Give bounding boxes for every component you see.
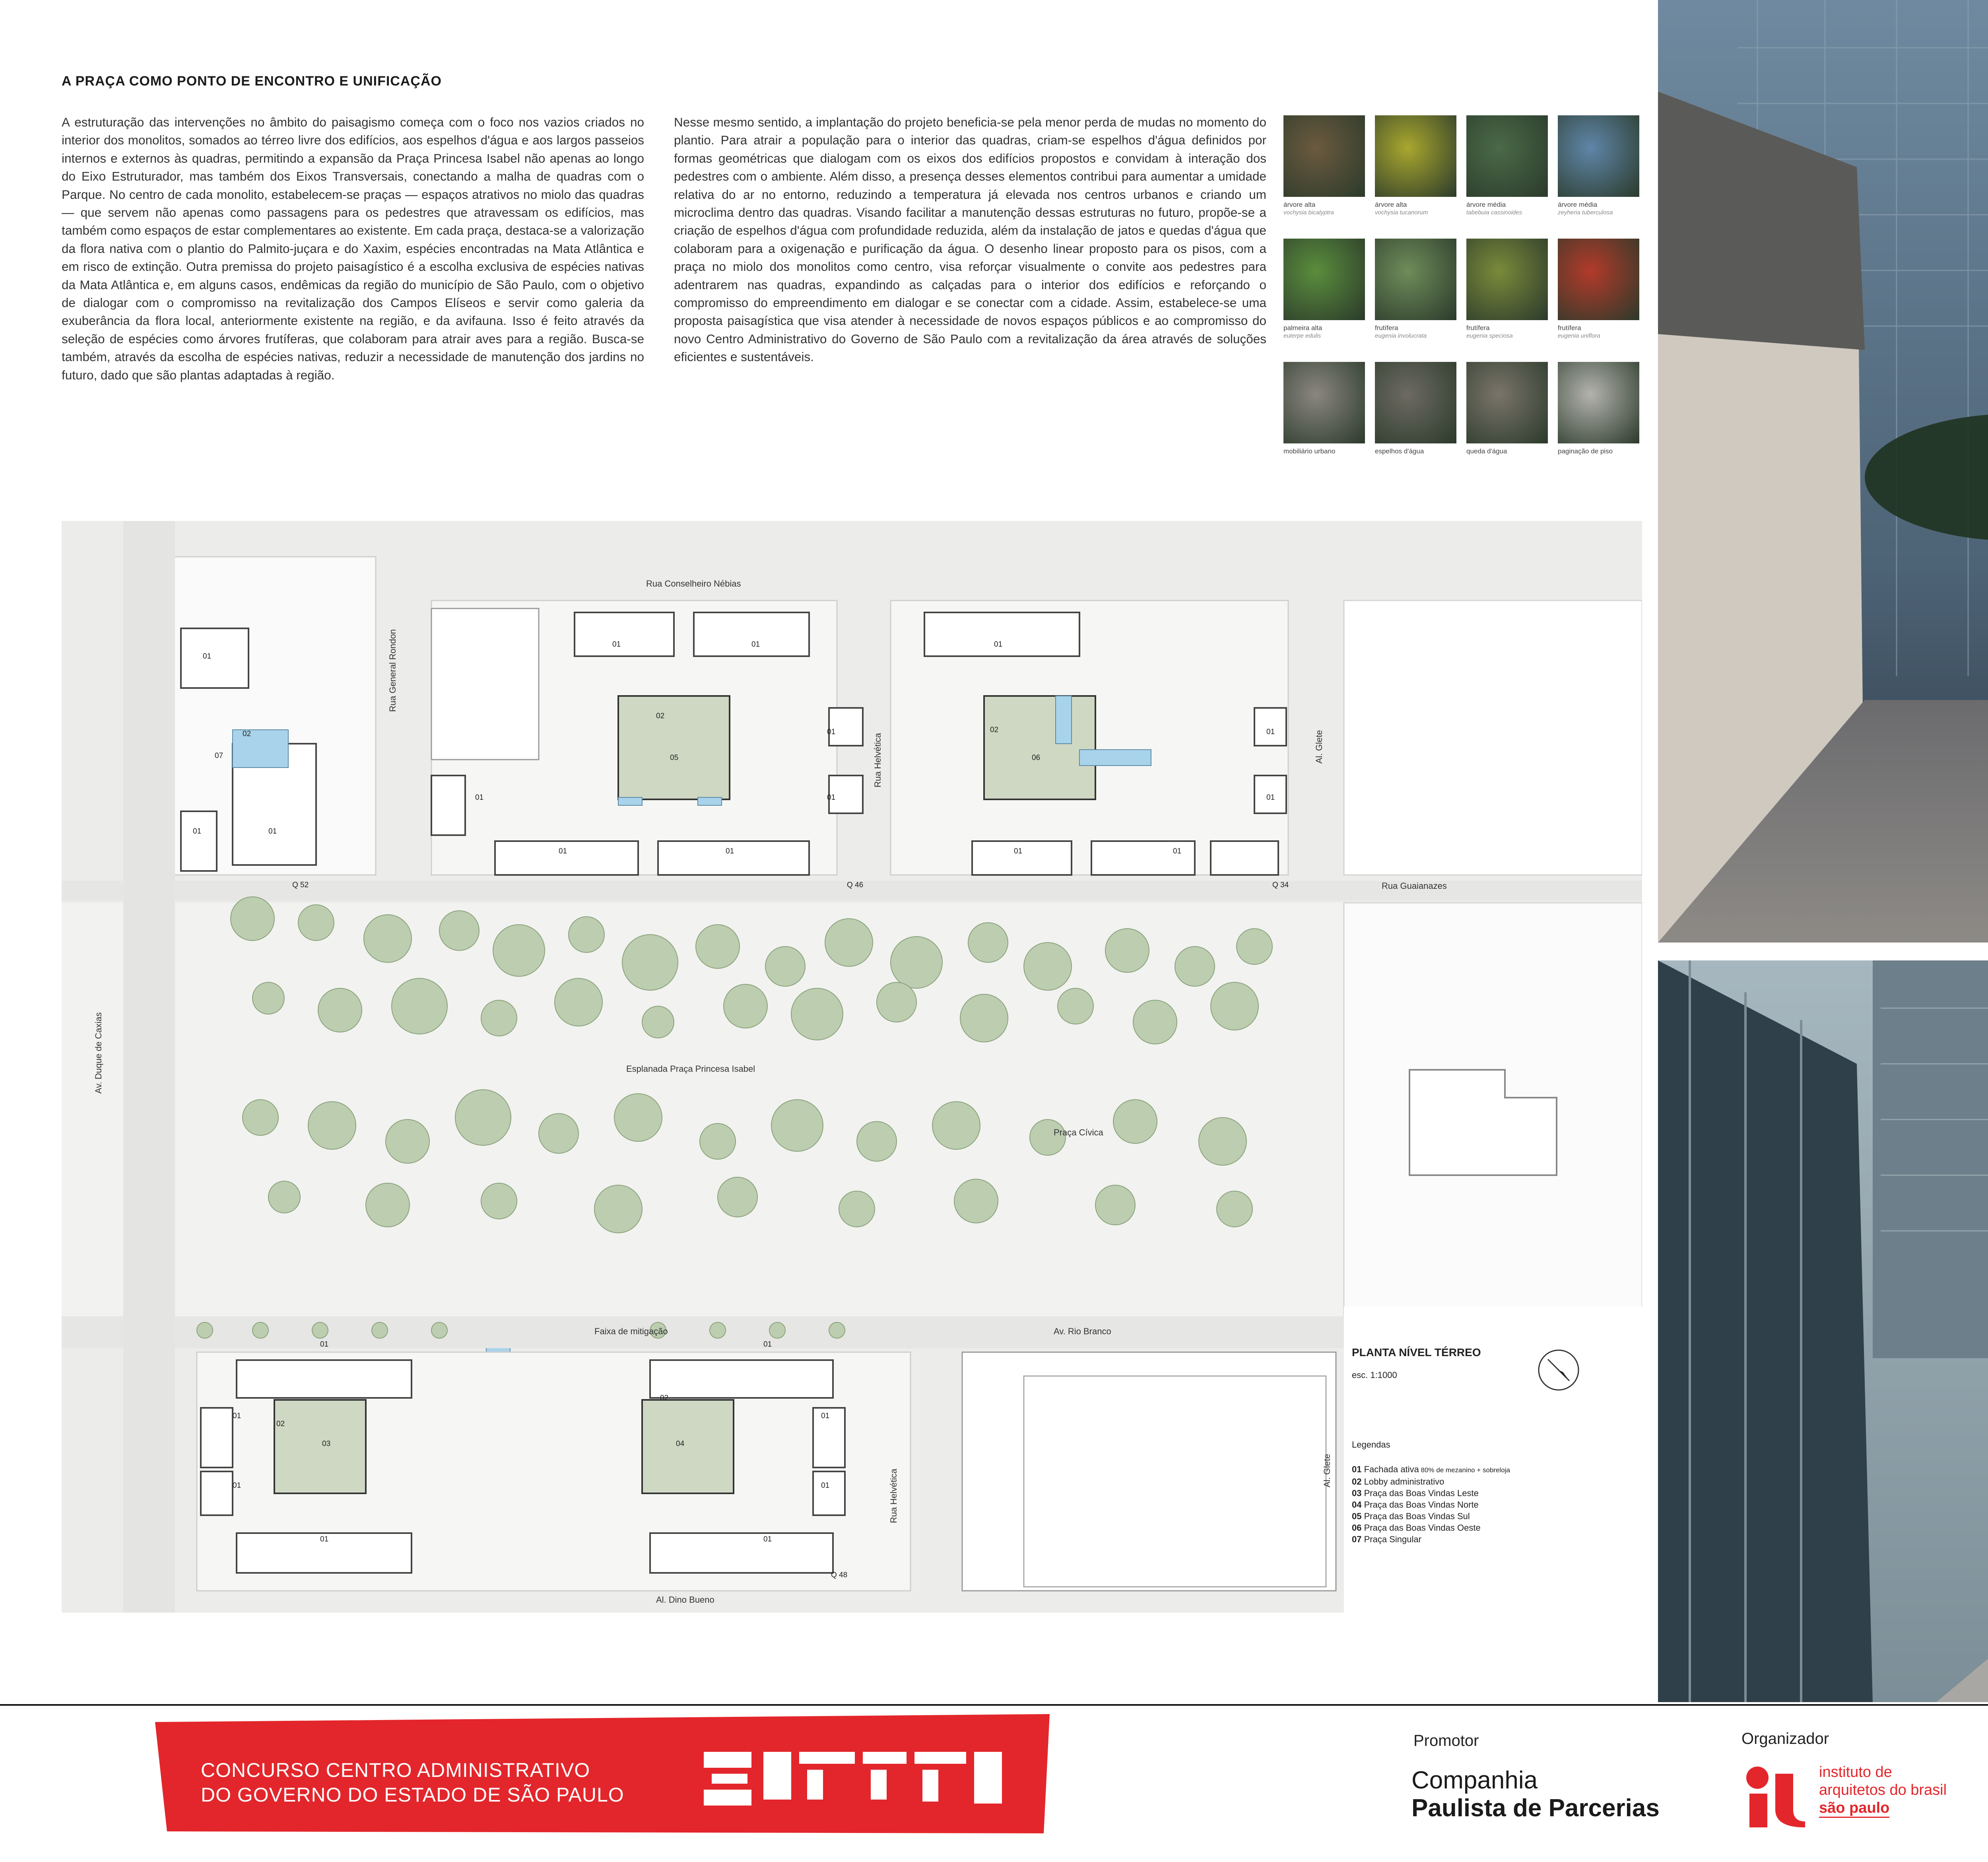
quadra-label: Q 34	[1272, 881, 1289, 889]
plan-code-01: 01	[233, 1481, 241, 1490]
plan-legend	[1344, 1306, 1642, 1613]
tree-canopy	[954, 1179, 998, 1223]
street-label-helvetica-bottom: Rua Helvética	[889, 1469, 899, 1523]
tree-canopy	[614, 1094, 662, 1141]
plan-code-01: 01	[726, 847, 734, 855]
tree-canopy	[769, 1322, 785, 1338]
quadra-label: Q 52	[292, 881, 309, 889]
plan-code-01: 01	[994, 640, 1003, 649]
plan-code-01: 01	[751, 640, 760, 649]
legend-item: 02 Lobby administrativo	[1352, 1477, 1444, 1487]
tree-canopy	[252, 1322, 268, 1338]
quadra-label: Q 48	[831, 1571, 848, 1579]
legend-list	[1352, 1464, 1638, 1545]
tree-canopy	[1105, 929, 1149, 972]
species-label: árvore alta vochysia bicalyptra	[1283, 201, 1365, 217]
species-label: espelhos d'água	[1375, 447, 1424, 455]
plan-code-05: 05	[670, 754, 679, 762]
tree-canopy	[1024, 943, 1072, 990]
tree-canopy	[765, 947, 805, 986]
tree-canopy	[372, 1322, 388, 1338]
species-grid	[1283, 115, 1641, 473]
render-photo-alameda	[1658, 960, 1988, 1702]
tree-canopy	[268, 1181, 300, 1213]
promotor-label: Promotor	[1413, 1732, 1479, 1749]
species-thumbnail	[1375, 362, 1456, 443]
body-paragraph-2: Nesse mesmo sentido, a implantação do projeto beneficia-se pela menor perda de mudas no momento do plantio. Para atrair a população para o interior das quadras, criam-se espelhos d'água definidos por formas geométricas que dialogam com os eixos dos edifícios propostos e convidam à interação dos pedestres com o ambiente. Além disso, a presença desses elementos contribui para aumentar a umidade relativa do ar no entorno, reduzindo a temperatura já elevada nos centros urbanos e criando um microclima dentro das quadras. Visando facilitar a manutenção dessas estruturas no futuro, propõe-se a criação de espelhos d'água com profundidade reduzida, além da instalação de jatos e quedas d'água que colaboram para a oxigenação e purificação da água. O desenho linear proposto para os pisos, com a praça no miolo dos monolitos como centro, visa reforçar visualmente o convite aos pedestres para adentrarem nas quadras, expandindo as calçadas para o interior dos edifícios e reforçando o compromisso do empreendimento em dialogar e se conectar com a cidade. Assim, estabelece-se uma proposta paisagística que visa atender à necessidade de novos espaços públicos e ao compromisso do novo Centro Administrativo do Governo de São Paulo com a revitalização da área através de soluções eficientes e sustentáveis.	[674, 115, 1266, 364]
plan-code-01: 01	[1266, 728, 1275, 736]
plan-code-01: 01	[827, 793, 836, 802]
tree-canopy	[1113, 1100, 1157, 1143]
tree-canopy	[555, 978, 602, 1026]
tree-canopy	[392, 978, 447, 1034]
tree-canopy	[771, 1100, 823, 1151]
species-thumbnail	[1466, 362, 1548, 443]
tree-canopy	[1211, 982, 1258, 1030]
species-label: frutífera eugenia uniflora	[1558, 324, 1639, 340]
tree-canopy	[1095, 1185, 1135, 1225]
legend-item: 01 Fachada ativa 80% de mezanino + sobreloja	[1352, 1464, 1510, 1474]
tree-canopy	[700, 1123, 736, 1159]
plan-code-02: 02	[990, 726, 999, 734]
street-label-civica: Praça Cívica	[1054, 1127, 1103, 1137]
species-label: árvore média zeyheria tuberculosa	[1558, 201, 1639, 217]
legend-scale: esc. 1:1000	[1352, 1370, 1397, 1380]
tree-canopy	[386, 1120, 429, 1163]
street-label-top: Rua Conselheiro Nébias	[646, 579, 741, 589]
species-thumbnail	[1466, 239, 1548, 320]
plan-code-02: 02	[276, 1420, 285, 1428]
tree-canopy	[539, 1114, 579, 1153]
tree-canopy	[724, 984, 767, 1028]
tree-canopy	[791, 988, 843, 1040]
tree-canopy	[318, 988, 362, 1032]
plan-code-03: 03	[322, 1440, 331, 1448]
species-thumbnail	[1558, 362, 1639, 443]
body-paragraph-1: A estruturação das intervenções no âmbito do paisagismo começa com o foco nos vazios criados no interior dos monolitos, somados ao térreo livre dos edifícios, aos espelhos d'água e aos largos passeios internos e externos às quadras, permitindo a expansão da Praça Princesa Isabel não apenas ao longo do Eixo Estruturador, mas também dos Eixos Transversais, conectando a malha de quadras com o Parque. No centro de cada monolito, estabelecem-se praças — espaços atrativos no miolo das quadras — que servem não apenas como passagens para os pedestres que atravessam os edifícios, mas também como espaços de estar complementares ao existente. Em cada praça, destaca-se a valorização da flora nativa com o plantio do Palmito-juçara e do Xaxim, espécies encontradas na Mata Atlântica e em risco de extinção. Outra premissa do projeto paisagístico é a escolha exclusiva de espécies nativas da Mata Atlântica e, em alguns casos, endêmicas da região do município de São Paulo, com o objetivo de dialogar com o compromisso na revitalização dos Campos Elíseos e servir como galeria da exuberância da flora local, anteriormente existente na região, e da avifauna. Isso é feito através da seleção de espécies como árvores frutíferas, que colaboram para atrair aves para a região. Busca-se também, através da escolha de espécies nativas, reduzir a necessidade de manutenção dos jardins no futuro, dado que são plantas adaptadas à região.	[62, 115, 644, 382]
section-heading: A PRAÇA COMO PONTO DE ENCONTRO E UNIFICAÇÃO	[62, 74, 442, 89]
tree-canopy	[642, 1006, 674, 1038]
plan-code-01: 01	[233, 1412, 241, 1420]
plan-code-01: 01	[1014, 847, 1023, 855]
plan-code-01: 01	[821, 1481, 830, 1490]
iab-text-1: instituto de	[1819, 1764, 1892, 1780]
species-label: árvore alta vochysia tucanorum	[1375, 201, 1456, 217]
legend-item: 04 Praça das Boas Vindas Norte	[1352, 1500, 1479, 1510]
plan-code-01: 01	[268, 827, 277, 836]
iab-logo-icon	[1741, 1762, 1813, 1829]
tree-canopy	[1237, 929, 1272, 964]
street-label-helvetica-top: Rua Helvética	[873, 733, 883, 787]
tree-canopy	[455, 1090, 511, 1145]
legend-item: 03 Praça das Boas Vindas Leste	[1352, 1488, 1479, 1498]
tree-canopy	[710, 1322, 726, 1338]
tree-canopy	[968, 923, 1008, 962]
species-thumbnail	[1558, 115, 1639, 197]
legend-item: 06 Praça das Boas Vindas Oeste	[1352, 1523, 1481, 1533]
species-thumbnail	[1375, 239, 1456, 320]
species-label: queda d'água	[1466, 447, 1507, 455]
tree-canopy	[1175, 947, 1215, 986]
tree-canopy	[364, 915, 412, 962]
promotor-name-line2: Paulista de Parcerias	[1411, 1794, 1660, 1822]
tree-canopy	[696, 925, 740, 968]
tree-canopy	[877, 982, 916, 1022]
species-label: palmeira alta euterpe edulis	[1283, 324, 1365, 340]
render-alameda-image	[1658, 960, 1988, 1702]
plan-code-01: 01	[320, 1340, 329, 1349]
tree-canopy	[932, 1102, 980, 1149]
legend-title: PLANTA NÍVEL TÉRREO	[1352, 1346, 1481, 1359]
species-scientific-name: tabebuia cassinoides	[1466, 209, 1522, 216]
street-label-guaianazes: Rua Guaianazes	[1382, 881, 1447, 891]
species-scientific-name: eugenia speciosa	[1466, 332, 1513, 339]
tree-canopy	[197, 1322, 213, 1338]
species-scientific-name: eugenia involucrata	[1375, 332, 1427, 339]
plan-code-07: 07	[215, 752, 223, 760]
tree-canopy	[308, 1102, 356, 1149]
species-thumbnail	[1558, 239, 1639, 320]
species-thumbnail	[1283, 239, 1365, 320]
species-scientific-name: eugenia uniflora	[1558, 332, 1600, 339]
tree-canopy	[1199, 1118, 1246, 1165]
iab-text-3: são paulo	[1819, 1800, 1889, 1818]
plan-code-01: 01	[203, 652, 212, 661]
legend-item: 07 Praça Singular	[1352, 1534, 1421, 1544]
plan-code-01: 01	[763, 1535, 772, 1543]
tree-canopy	[960, 994, 1008, 1042]
species-scientific-name: vochysia bicalyptra	[1283, 209, 1334, 216]
render-photo-corner	[1658, 0, 1988, 943]
organizador-label: Organizador	[1741, 1730, 1829, 1747]
street-label-mitigacao: Faixa de mitigação	[594, 1326, 668, 1336]
plan-code-01: 01	[1266, 793, 1275, 802]
plan-code-01: 01	[763, 1340, 772, 1349]
tree-canopy	[231, 897, 274, 941]
legend-item: 05 Praça das Boas Vindas Sul	[1352, 1511, 1470, 1521]
plan-code-01: 01	[475, 793, 484, 802]
tree-canopy	[481, 1000, 517, 1036]
species-thumbnail	[1466, 115, 1548, 197]
plan-code-02: 02	[660, 1394, 669, 1402]
legend-subtitle: Legendas	[1352, 1440, 1390, 1450]
render-corner-image	[1658, 0, 1988, 943]
species-thumbnail	[1283, 115, 1365, 197]
plan-code-02: 02	[243, 730, 251, 738]
tree-canopy	[829, 1322, 845, 1338]
tree-canopy	[839, 1191, 875, 1227]
tree-canopy	[891, 937, 942, 988]
tree-canopy	[439, 911, 479, 950]
tree-canopy	[857, 1121, 897, 1161]
tree-canopy	[594, 1185, 642, 1233]
plan-code-01: 01	[559, 847, 567, 855]
species-label: frutífera eugenia speciosa	[1466, 324, 1548, 340]
tree-canopy	[1217, 1191, 1252, 1227]
tree-canopy	[825, 919, 873, 966]
tree-canopy	[1058, 988, 1093, 1024]
tree-canopy	[431, 1322, 447, 1338]
species-label: paginação de piso	[1558, 447, 1613, 455]
plan-code-04: 04	[676, 1440, 685, 1448]
tree-canopy	[243, 1100, 278, 1135]
species-label: frutífera eugenia involucrata	[1375, 324, 1456, 340]
species-scientific-name: euterpe edulis	[1283, 332, 1321, 339]
street-label-dinobueno: Al. Dino Bueno	[656, 1595, 714, 1605]
species-label: árvore média tabebuia cassinoides	[1466, 201, 1548, 217]
street-label-glete-bottom: Al. Glete	[1322, 1454, 1332, 1487]
street-label-rondon: Rua General Rondon	[388, 629, 398, 712]
species-scientific-name: vochysia tucanorum	[1375, 209, 1428, 216]
tree-canopy	[622, 935, 678, 990]
tree-canopy	[1133, 1000, 1177, 1044]
plan-code-06: 06	[1032, 754, 1041, 762]
street-label-esplanada: Esplanada Praça Princesa Isabel	[626, 1064, 755, 1074]
iab-text-2: arquitetos do brasil	[1819, 1782, 1947, 1798]
plan-code-01: 01	[320, 1535, 329, 1543]
species-label: mobiliário urbano	[1283, 447, 1336, 455]
tree-canopy	[252, 982, 284, 1014]
plan-code-01: 01	[821, 1412, 830, 1420]
plan-code-01: 01	[827, 728, 836, 736]
banner-line-2: DO GOVERNO DO ESTADO DE SÃO PAULO	[201, 1784, 624, 1806]
tree-canopy	[481, 1183, 517, 1219]
plan-code-01: 01	[193, 827, 202, 836]
banner-line-1: CONCURSO CENTRO ADMINISTRATIVO	[201, 1759, 590, 1781]
tree-canopy	[312, 1322, 328, 1338]
tree-canopy	[569, 917, 604, 952]
north-arrow-icon	[1537, 1348, 1580, 1392]
plan-code-01: 01	[612, 640, 621, 649]
street-label-riobranco: Av. Rio Branco	[1054, 1326, 1111, 1336]
tree-canopy	[493, 925, 545, 976]
species-thumbnail	[1283, 362, 1365, 443]
tree-canopy	[366, 1183, 410, 1227]
tree-canopy	[298, 905, 334, 941]
species-scientific-name: zeyheria tuberculosa	[1558, 209, 1613, 216]
promotor-name-line1: Companhia	[1411, 1767, 1538, 1794]
street-label-caxias: Av. Duque de Caxias	[93, 1012, 103, 1094]
species-thumbnail	[1375, 115, 1456, 197]
tree-canopy	[718, 1177, 757, 1217]
plan-code-02: 02	[656, 712, 665, 720]
street-label-glete-top: Al. Glete	[1314, 730, 1324, 764]
quadra-label: Q 46	[847, 881, 864, 889]
plan-code-01: 01	[1173, 847, 1182, 855]
